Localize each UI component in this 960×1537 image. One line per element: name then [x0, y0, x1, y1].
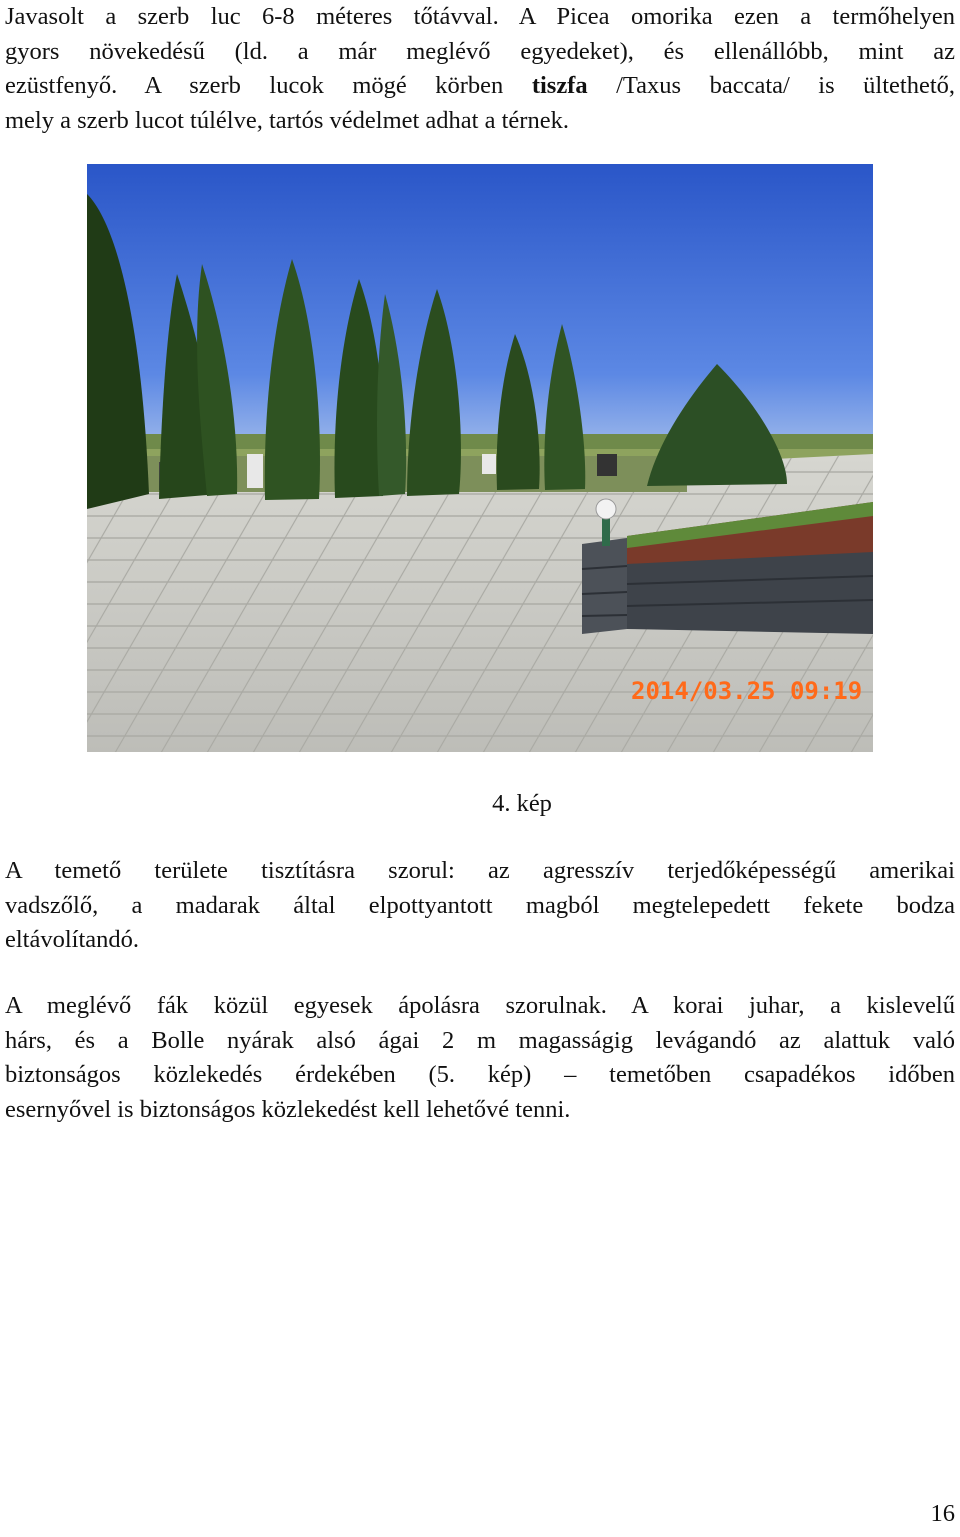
- tree-care-line-3: biztonságos közlekedés érdekében (5. kép) – temetőben csapadékos időben: [5, 1061, 955, 1088]
- photo-caption: [0, 786, 960, 822]
- cleanup-line-3: eltávolítandó.: [5, 926, 140, 953]
- intro-paragraph: [5, 0, 955, 138]
- intro-line-2: gyors növekedésű (ld. a már meglévő egyedeket), és ellenállóbb, mint az: [5, 37, 955, 65]
- photo-date-stamp: 2014/03.25 09:19: [631, 677, 863, 705]
- tree-care-line-2: hárs, és a Bolle nyárak alsó ágai 2 m magasságig levágandó az alattuk való: [5, 1026, 955, 1054]
- page-number: 16: [930, 1500, 955, 1527]
- tiszafa-bold-term: tiszfa: [531, 72, 588, 99]
- intro-line-4: mely a szerb lucot túlélve, tartós védelmet adhat a térnek.: [5, 106, 569, 134]
- cemetery-photo-drawing: [87, 164, 873, 752]
- tree-care-paragraph: [5, 989, 955, 1127]
- intro-line-3-end: /Taxus baccata/ is ültethető,: [587, 72, 955, 99]
- cleanup-paragraph: [5, 854, 955, 958]
- intro-line-1: Javasolt a szerb luc 6-8 méteres tőtávval. A Picea omorika ezen a termőhelyen: [5, 3, 955, 30]
- intro-line-3: [5, 69, 955, 104]
- intro-line-3-start: ezüstfenyő. A szerb lucok mögé körben: [5, 72, 532, 99]
- photo-caption-text: 4. kép: [492, 790, 552, 817]
- cleanup-line-1: A temető területe tisztításra szorul: az agresszív terjedőképességű amerikai: [5, 857, 955, 884]
- cleanup-line-2: vadszőlő, a madarak által elpottyantott magból megtelepedett fekete bodza: [5, 891, 955, 919]
- cemetery-photo: [87, 164, 873, 752]
- tree-care-line-4: esernyővel is biztonságos közlekedést kell lehetővé tenni.: [5, 1095, 571, 1123]
- tree-care-line-1: A meglévő fák közül egyesek ápolásra szorulnak. A korai juhar, a kislevelű: [5, 992, 955, 1019]
